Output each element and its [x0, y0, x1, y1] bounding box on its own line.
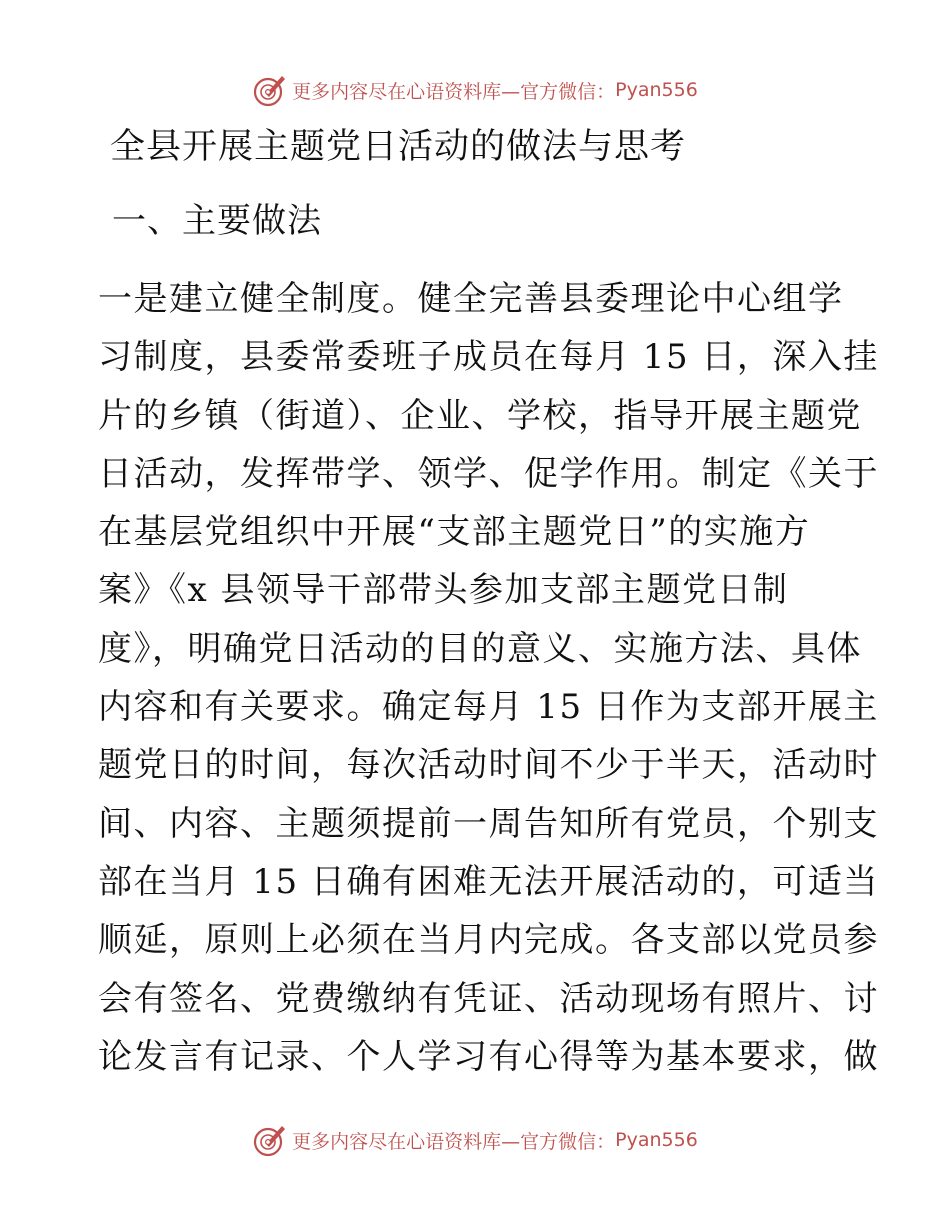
paragraph-line: 日活动，发挥带学、领学、促学作用。制定《关于 [98, 453, 879, 494]
paragraph-line: 部在当月 15 日确有困难无法开展活动的，可适当 [98, 861, 879, 902]
paragraph-line: 案》《x 县领导干部带头参加支部主题党日制 [98, 570, 789, 611]
paragraph-line: 片的乡镇（街道）、企业、学校，指导开展主题党 [98, 395, 862, 436]
paragraph-line: 习制度，县委常委班子成员在每月 15 日，深入挂 [98, 337, 879, 378]
paragraph-line: 在基层党组织中开展“支部主题党日”的实施方 [98, 512, 811, 553]
watermark-handle: Pyan556 [615, 79, 698, 101]
watermark-text: 更多内容尽在心语资料库—官方微信： [292, 1130, 616, 1153]
paragraph-line: 顺延，原则上必须在当月内完成。各支部以党员参 [98, 920, 879, 961]
pen-logo-icon [252, 1122, 288, 1158]
body-paragraph [98, 270, 879, 1086]
paragraph-line: 度》，明确党日活动的目的意义、实施方法、具体 [98, 628, 862, 669]
pen-logo-icon [252, 72, 288, 108]
watermark-text: 更多内容尽在心语资料库—官方微信： [292, 80, 616, 103]
watermark-handle: Pyan556 [615, 1129, 698, 1151]
paragraph-line: 题党日的时间，每次活动时间不少于半天，活动时 [98, 745, 879, 786]
paragraph-line: 间、内容、主题须提前一周告知所有党员，个别支 [98, 803, 879, 844]
footer-watermark [0, 1120, 950, 1160]
paragraph-line: 一是建立健全制度。健全完善县委理论中心组学 [98, 279, 844, 319]
paragraph-line: 内容和有关要求。确定每月 15 日作为支部开展主 [98, 687, 879, 728]
document-title: 全县开展主题党日活动的做法与思考 [110, 127, 687, 167]
paragraph-line: 论发言有记录、个人学习有心得等为基本要求，做 [98, 1036, 879, 1077]
header-watermark [0, 70, 950, 110]
section-heading: 一、主要做法 [112, 201, 322, 241]
paragraph-line: 会有签名、党费缴纳有凭证、活动现场有照片、讨 [98, 978, 879, 1019]
